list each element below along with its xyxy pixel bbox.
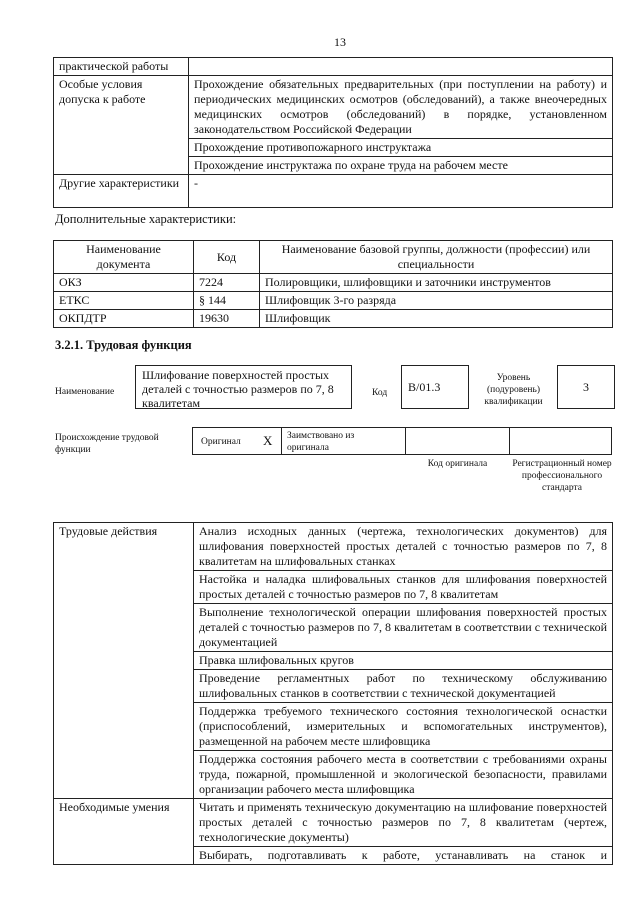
code-cell: § 144 — [194, 292, 260, 310]
header-doc-name: Наименование документа — [54, 241, 194, 274]
doc-cell: ЕТКС — [54, 292, 194, 310]
header-code: Код — [194, 241, 260, 274]
divider — [405, 428, 406, 454]
table-row — [54, 76, 613, 139]
name-cell: Полировщики, шлифовщики и заточники инструментов — [260, 274, 613, 292]
labor-actions-label: Трудовые действия — [54, 523, 194, 799]
code-original-caption: Код оригинала — [427, 459, 488, 469]
labor-action-item: Поддержка требуемого технического состояния технологической оснастки (приспособлений, измерительных и вспомогательных инструментов), размещенной на рабочем месте шлифовщика — [194, 703, 613, 751]
original-label: Оригинал — [201, 437, 241, 447]
skill-item: Выбирать, подготавливать к работе, устанавливать на станок и — [194, 847, 613, 865]
table-row — [54, 310, 613, 328]
section-title: 3.2.1. Трудовая функция — [55, 338, 192, 352]
divider — [509, 428, 510, 454]
labor-action-item: Поддержка состояния рабочего места в соответствии с требованиями охраны труда, пожарной, промышленной и экологической безопасности, правилами организации рабочего места шлифовщика — [194, 751, 613, 799]
skill-item: Читать и применять техническую документацию на шлифование поверхностей простых деталей с точностью размеров по 7, 8 квалитетам (чертеж, технологические документы) — [194, 799, 613, 847]
labor-actions-table — [53, 522, 613, 865]
divider — [281, 428, 282, 454]
registration-caption: Регистрационный номер профессионального стандарта — [512, 459, 612, 493]
name-cell: Шлифовщик 3-го разряда — [260, 292, 613, 310]
header-group-name: Наименование базовой группы, должности (профессии) или специальности — [260, 241, 613, 274]
name-cell: Шлифовщик — [260, 310, 613, 328]
function-code-value: B/01.3 — [401, 365, 469, 409]
row-label: практической работы — [54, 58, 189, 76]
table-row — [54, 175, 613, 208]
labor-action-item: Правка шлифовальных кругов — [194, 652, 613, 670]
function-name-value: Шлифование поверхностей простых деталей с точностью размеров по 7, 8 квалитетам — [135, 365, 352, 409]
special-conditions-label: Особые условия допуска к работе — [54, 76, 189, 175]
condition-item: Прохождение противопожарного инструктажа — [189, 139, 613, 157]
other-value: - — [189, 175, 613, 208]
row-value — [189, 58, 613, 76]
borrowed-label: Заимствовано из оригинала — [287, 431, 355, 453]
origin-label: Происхождение трудовой функции — [55, 433, 159, 455]
doc-cell: ОКЗ — [54, 274, 194, 292]
code-label: Код — [372, 388, 388, 398]
name-label: Наименование — [55, 387, 115, 397]
table-row — [54, 523, 613, 571]
labor-action-item: Анализ исходных данных (чертежа, технологических документов) для шлифования поверхностей простых деталей с точностью размеров по 7, 8 квалитетам на шлифовальных станках — [194, 523, 613, 571]
condition-item: Прохождение инструктажа по охране труда на рабочем месте — [189, 157, 613, 175]
skills-label: Необходимые умения — [54, 799, 194, 865]
origin-box — [192, 427, 612, 455]
level-label: Уровень (подуровень) квалификации — [484, 373, 543, 407]
conditions-table — [53, 57, 613, 208]
labor-action-item: Выполнение технологической операции шлифования поверхностей простых деталей с точностью размеров по 7, 8 квалитетам в соответствии с технической документацией — [194, 604, 613, 652]
labor-action-item: Настойка и наладка шлифовальных станков для шлифования поверхностей простых деталей с точностью размеров по 7, 8 квалитетам — [194, 571, 613, 604]
documents-table — [53, 240, 613, 328]
table-row — [54, 58, 613, 76]
code-cell: 19630 — [194, 310, 260, 328]
level-value: 3 — [557, 365, 615, 409]
original-mark: X — [263, 433, 273, 448]
page-number: 13 — [334, 35, 346, 49]
table-row — [54, 274, 613, 292]
code-cell: 7224 — [194, 274, 260, 292]
other-label: Другие характеристики — [54, 175, 189, 208]
condition-item: Прохождение обязательных предварительных (при поступлении на работу) и периодических медицинских осмотров (обследований), а также внеочередных медицинских осмотров (обследований) в порядке, установленном законодательством Российской Федерации — [189, 76, 613, 139]
table-row — [54, 799, 613, 847]
additional-title: Дополнительные характеристики: — [55, 212, 237, 226]
table-row — [54, 292, 613, 310]
labor-action-item: Проведение регламентных работ по техническому обслуживанию шлифовальных станков в соответствии с технической документацией — [194, 670, 613, 703]
doc-cell: ОКПДТР — [54, 310, 194, 328]
table-header-row — [54, 241, 613, 274]
